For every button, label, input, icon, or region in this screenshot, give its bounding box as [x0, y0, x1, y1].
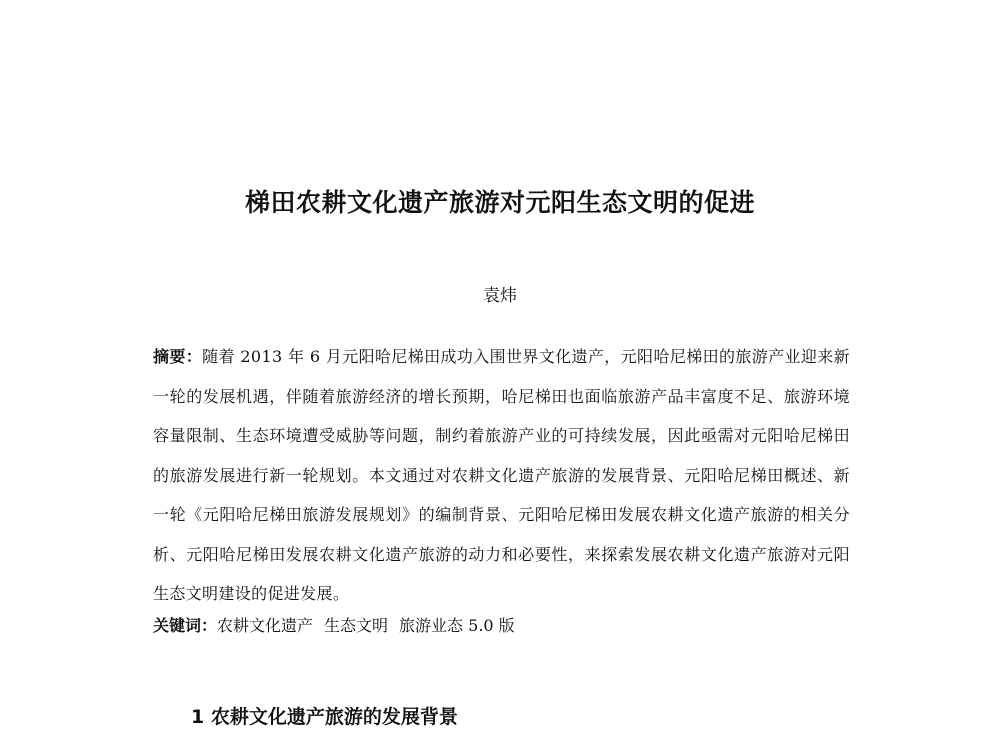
section-heading: 1 农耕文化遗产旅游的发展背景	[191, 706, 458, 728]
keywords	[153, 613, 850, 639]
keyword-item: 旅游业态 5.0 版	[399, 616, 515, 635]
paper-title: 梯田农耕文化遗产旅游对元阳生态文明的促进	[244, 188, 755, 217]
keywords-label: 关键词：	[153, 616, 218, 635]
abstract	[153, 337, 850, 614]
keyword-item: 生态文明	[324, 616, 389, 635]
keyword-item: 农耕文化遗产	[217, 616, 314, 635]
abstract-label: 摘要：	[153, 347, 203, 366]
author-name: 袁炜	[483, 286, 517, 306]
abstract-text: 随着 2013 年 6 月元阳哈尼梯田成功入围世界文化遗产，元阳哈尼梯田的旅游产业迎来新一轮的发展机遇，伴随着旅游经济的增长预期，哈尼梯田也面临旅游产品丰富度不足、旅游环境容量限制、生态环境遭受威胁等问题，制约着旅游产业的可持续发展，因此亟需对元阳哈尼梯田的旅游发展进行新一轮规划。本文通过对农耕文化遗产旅游的发展背景、元阳哈尼梯田概述、新一轮《元阳哈尼梯田旅游发展规划》的编制背景、元阳哈尼梯田发展农耕文化遗产旅游的相关分析、元阳哈尼梯田发展农耕文化遗产旅游的动力和必要性，来探索发展农耕文化遗产旅游对元阳生态文明建设的促进发展。	[153, 347, 850, 603]
